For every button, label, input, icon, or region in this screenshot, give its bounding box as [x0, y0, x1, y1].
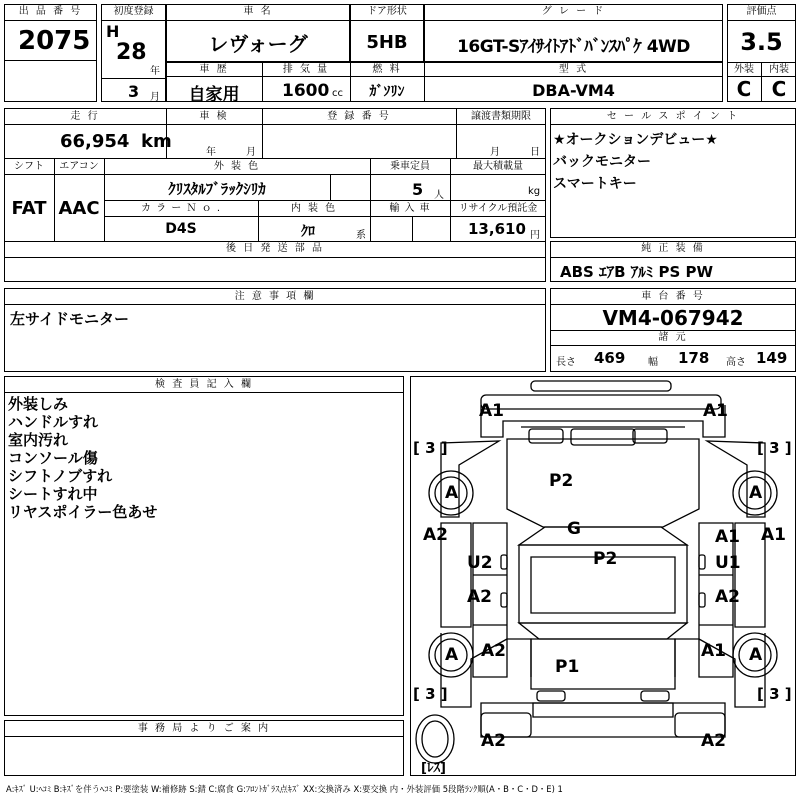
inspection-label: 車 検 [199, 111, 229, 122]
later-parts-label: 後 日 発 送 部 品 [226, 243, 324, 254]
wheel-mark-front-right: A [749, 483, 763, 503]
grade: 16GT-Sｱｲｻｲﾄｱﾄﾞﾊﾞﾝｽﾊﾟｹ 4WD [457, 37, 690, 57]
spare-tire-label: [ﾚｽ] [421, 761, 446, 776]
mark-left-u2: U2 [467, 553, 493, 573]
mark-right-quarter: A1 [701, 641, 726, 661]
equipment-label: 純 正 装 備 [641, 243, 705, 254]
dimensions-label: 諸 元 [658, 332, 688, 343]
era-letter: H [106, 22, 120, 41]
lot-number-label: 出 品 番 号 [18, 6, 83, 17]
height-label: 高さ [726, 357, 746, 368]
mark-left-fender: A2 [423, 525, 448, 545]
aircon: AAC [58, 198, 100, 219]
fuel-label: 燃 料 [372, 64, 402, 75]
registration-month: 3 [128, 82, 140, 101]
mark-right-door-a1: A1 [715, 527, 740, 547]
inspector-line-5: シフトノブすれ [8, 467, 113, 485]
length-label: 長さ [556, 357, 576, 368]
lot-number: 2075 [18, 26, 91, 56]
year-unit: 年 [150, 66, 160, 77]
wheel-mark-front-left: A [445, 483, 459, 503]
grade-label: グ レ ー ド [541, 6, 606, 17]
mark-left-quarter: A2 [481, 641, 506, 661]
displacement-unit: cc [332, 88, 343, 99]
notes-label: 注 意 事 項 欄 [234, 291, 316, 302]
wheel-mark-rear-left: A [445, 645, 459, 665]
exterior-grade: C [736, 77, 752, 101]
mark-right-fender: A1 [761, 525, 786, 545]
transfer-month-unit: 月 [490, 147, 500, 158]
exterior-color: ｸﾘｽﾀﾙﾌﾞﾗｯｸｼﾘｶ [168, 180, 266, 198]
interior-color: ｸﾛ [301, 224, 315, 240]
interior-label: 内装 [769, 64, 789, 75]
inspector-line-3: 室内汚れ [8, 431, 69, 449]
model-code: DBA-VM4 [532, 81, 615, 100]
mark-roof-g: G [567, 519, 581, 539]
inspector-line-1: 外装しみ [8, 395, 69, 413]
damage-diagram [410, 376, 796, 776]
mark-right-u1: U1 [715, 553, 741, 573]
inspector-label: 検 査 員 記 入 欄 [155, 379, 253, 390]
shift: FAT [11, 198, 47, 219]
mark-right-rear-door: A2 [715, 587, 740, 607]
equipment: ABS ｴｱB ｱﾙﾐ PS PW [560, 263, 714, 281]
mark-trunk: P1 [555, 657, 580, 677]
exterior-label: 外装 [734, 64, 754, 75]
history: 自家用 [188, 85, 240, 105]
mileage-unit: km [141, 131, 172, 152]
mileage-label: 走 行 [70, 111, 100, 122]
mark-roof-p2: P2 [593, 549, 618, 569]
mark-rear-left-a2: A2 [481, 731, 506, 751]
score-label: 評価点 [746, 6, 777, 17]
tire-mark-front-right: [ 3 ] [757, 439, 792, 457]
chassis-label: 車 台 番 号 [641, 291, 705, 302]
width-label: 幅 [648, 357, 658, 368]
interior-grade: C [771, 77, 787, 101]
wheel-mark-rear-right: A [749, 645, 763, 665]
mark-rear-right-a2: A2 [701, 731, 726, 751]
first-registration-label: 初度登録 [113, 6, 154, 17]
color-number: D4S [165, 221, 197, 237]
recycle-fee-unit: 円 [530, 230, 540, 241]
tire-mark-front-left: [ 3 ] [413, 439, 448, 457]
mileage: 66,954 [60, 131, 130, 152]
displacement: 1600 [282, 81, 330, 101]
interior-color-label: 内 装 色 [290, 203, 338, 214]
mark-hood: P2 [549, 471, 574, 491]
inspection-year-unit: 年 [206, 147, 216, 158]
month-unit: 月 [150, 92, 160, 103]
overall-score: 3.5 [740, 28, 783, 56]
model-label: 型 式 [558, 64, 589, 75]
registration-number-label: 登 録 番 号 [327, 111, 391, 122]
tire-mark-rear-left: [ 3 ] [413, 685, 448, 703]
inspector-line-7: リヤスポイラー色あせ [8, 503, 158, 521]
mark-a1-front-right: A1 [703, 401, 728, 421]
office-label: 事 務 局 よ り ご 案 内 [137, 723, 271, 734]
height: 149 [756, 349, 788, 367]
inspector-line-6: シートすれ中 [8, 485, 98, 503]
mark-left-rear-door: A2 [467, 587, 492, 607]
car-outline [411, 377, 795, 775]
recycle-fee-label: リサイクル預託金 [458, 203, 538, 214]
import-label: 輸 入 車 [389, 203, 431, 214]
inspector-line-4: コンソール傷 [8, 449, 98, 467]
max-load-label: 最大積載量 [473, 161, 523, 172]
width: 178 [678, 349, 710, 367]
car-name: レヴォーグ [208, 32, 308, 56]
aircon-label: エアコン [59, 161, 99, 172]
length: 469 [594, 349, 626, 367]
inspector-line-2: ハンドルすれ [8, 413, 99, 431]
capacity-label: 乗車定員 [390, 161, 430, 172]
color-number-label: カ ラ ー Ｎ ｏ . [140, 203, 222, 214]
tire-mark-rear-right: [ 3 ] [757, 685, 792, 703]
registration-year: 28 [116, 40, 147, 65]
max-load-unit: kg [528, 186, 541, 197]
fuel: ｶﾞｿﾘﾝ [369, 84, 405, 100]
chassis-number: VM4-067942 [602, 306, 744, 330]
door-label: ドア形状 [367, 6, 407, 17]
capacity: 5 [412, 180, 424, 199]
door-type: 5HB [366, 32, 408, 53]
sales-point-3: スマートキー [553, 176, 637, 192]
history-label: 車 歴 [199, 64, 229, 75]
capacity-unit: 人 [434, 190, 444, 201]
recycle-fee: 13,610 [468, 220, 526, 238]
transfer-day-unit: 日 [530, 147, 540, 158]
mark-a1-front-left: A1 [479, 401, 504, 421]
sales-points-box [550, 108, 796, 238]
transfer-deadline-label: 譲渡書類期限 [471, 111, 531, 122]
interior-color-unit: 系 [356, 230, 366, 241]
sales-point-1: ★オークションデビュー★ [553, 132, 718, 148]
exterior-color-label: 外 装 色 [213, 161, 261, 172]
displacement-label: 排 気 量 [282, 64, 330, 75]
car-name-label: 車 名 [243, 6, 273, 17]
shift-label: シフト [14, 161, 44, 172]
sales-points-label: セ ー ル ス ポ イ ン ト [606, 111, 740, 122]
notes-text: 左サイドモニター [10, 310, 129, 328]
inspection-month-unit: 月 [246, 147, 256, 158]
sales-point-2: バックモニター [553, 154, 651, 170]
damage-legend: A:ｷｽﾞ U:ﾍｺﾐ B:ｷｽﾞを伴うﾍｺﾐ P:要塗装 W:補修跡 S:錆 C:腐食 G:ﾌﾛﾝﾄｶﾞﾗｽ点ｷｽﾞ XX:交換済み X:要交換 内・外装評価 5段階ﾗﾝｸ順(A・B・C・D・E) 1 [6, 784, 563, 794]
